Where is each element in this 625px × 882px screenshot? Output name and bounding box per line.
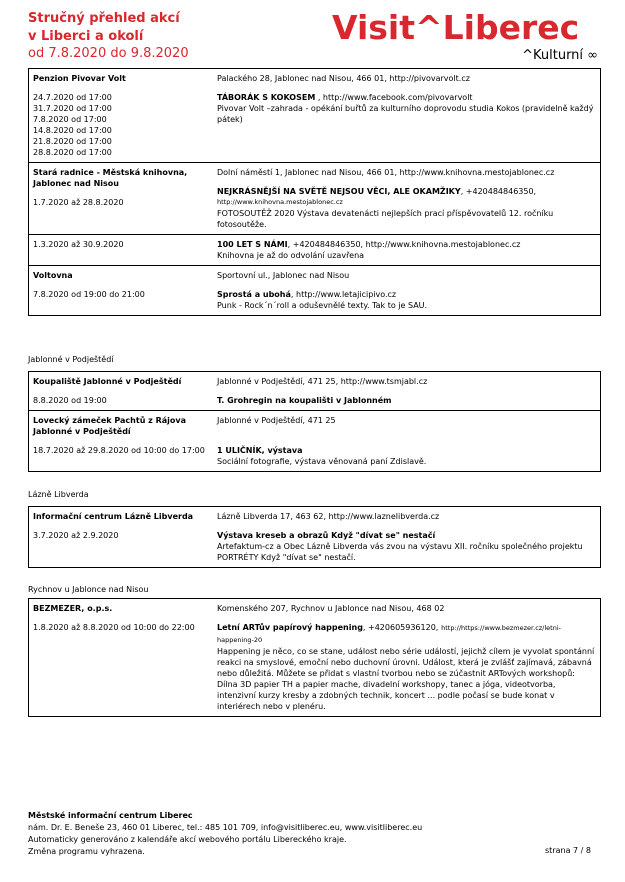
event-row bbox=[29, 234, 600, 265]
event-dates: 1.7.2020 až 28.8.2020 bbox=[33, 198, 124, 207]
event-contact: , +420605936120, bbox=[362, 623, 439, 632]
events-section-1 bbox=[28, 68, 601, 316]
venue-address: Sportovní ul., Jablonec nad Nisou bbox=[217, 271, 350, 280]
event-row bbox=[29, 507, 600, 567]
event-description: Happening je něco, co se stane, událost nebo série událostí, jejichž cílem je vyvolat spontánní reakci na smyslové, emoční nebo duchovní úrovni. Událost, která je zvlášť zajímavá, zábavná nebo důležitá. Můžete se přidat s vlastní tvorbou nebo se zúčastnit ARTových workshopů: Dílna 3D papier TH a papier mache, divadelní workshopy, tanec a jóga, videotvorba, intenzivní kurzy kresby a zdobných technik, koncert ... podle počasí se bude konat v interiérech nebo v plenéru. bbox=[217, 647, 595, 711]
footer-note-1: Automaticky generováno z kalendáře akcí webového portálu Libereckého kraje. bbox=[28, 835, 347, 844]
event-title: Sprostá a ubohá bbox=[217, 290, 291, 299]
venue-name: Koupaliště Jablonné v Podještědí bbox=[33, 377, 182, 386]
venue-name: Informační centrum Lázně Libverda bbox=[33, 512, 194, 521]
venue-name: Penzion Pivovar Volt bbox=[33, 74, 126, 83]
footer-address: nám. Dr. E. Beneše 23, 460 01 Liberec, tel.: 485 101 709, info@visitliberec.eu, www.visitliberec.eu bbox=[28, 823, 423, 832]
event-description: Knihovna je až do odvolání uzavřena bbox=[217, 251, 365, 260]
region-heading: Jablonné v Podještědí bbox=[28, 355, 114, 364]
logo-sub-text: ^Kulturní ∞ bbox=[522, 48, 598, 63]
event-description: Punk - Rock´n´roll a oduševnělé texty. Tak to je SAU. bbox=[217, 301, 428, 310]
event-row bbox=[29, 410, 600, 471]
footer-org: Městské informační centrum Liberec bbox=[28, 811, 193, 820]
visit-liberec-logo bbox=[332, 8, 604, 68]
page-footer bbox=[28, 810, 601, 858]
event-row bbox=[29, 265, 600, 315]
region-heading: Rychnov u Jablonce nad Nisou bbox=[28, 585, 149, 594]
events-section-4 bbox=[28, 598, 601, 717]
event-contact: , http://www.facebook.com/pivovarvolt bbox=[315, 93, 473, 102]
event-title: 100 LET S NÁMI bbox=[217, 240, 288, 249]
event-box bbox=[28, 506, 601, 568]
venue-address: Lázně Libverda 17, 463 62, http://www.laznelibverda.cz bbox=[217, 512, 440, 521]
page-title bbox=[28, 10, 180, 46]
venue-address: Palackého 28, Jablonec nad Nisou, 466 01, http://pivovarvolt.cz bbox=[217, 74, 470, 83]
event-box bbox=[28, 371, 601, 472]
venue-name: Voltovna bbox=[33, 271, 73, 280]
event-url: http://https://www.bezmezer.cz/letni-happening-20 bbox=[217, 624, 561, 644]
title-line-2: v Liberci a okolí bbox=[28, 29, 144, 44]
event-box bbox=[28, 162, 601, 316]
date-range: od 7.8.2020 do 9.8.2020 bbox=[28, 46, 189, 61]
region-heading: Lázně Libverda bbox=[28, 490, 89, 499]
venue-address: Jablonné v Podještědí, 471 25, http://www.tsmjabl.cz bbox=[217, 377, 428, 386]
event-row bbox=[29, 599, 600, 716]
venue-name: Stará radnice - Městská knihovna, Jablonec nad Nisou bbox=[33, 168, 188, 188]
event-contact: , +420484846350, bbox=[460, 187, 537, 196]
event-description: FOTOSOUTĚŽ 2020 Výstava devatenácti nejlepších prací příspěvovatelů 12. ročníku fotosoutěže. bbox=[217, 209, 554, 229]
event-dates: 24.7.2020 od 17:00 31.7.2020 od 17:00 7.8.2020 od 17:00 14.8.2020 od 17:00 21.8.2020 od 17:00 28.8.2020 od 17:00 bbox=[33, 93, 112, 157]
event-contact: , +420484846350, http://www.knihovna.mestojablonec.cz bbox=[287, 240, 521, 249]
event-contact: , http://www.letajicipivo.cz bbox=[290, 290, 397, 299]
event-dates: 7.8.2020 od 19:00 do 21:00 bbox=[33, 290, 145, 299]
page-number: strana 7 / 8 bbox=[545, 846, 591, 855]
event-url: http://www.knihovna.mestojablonec.cz bbox=[217, 198, 343, 206]
events-section-3 bbox=[28, 506, 601, 568]
event-title: Výstava kreseb a obrazů Když "dívat se" nestačí bbox=[217, 531, 436, 540]
venue-address: Komenského 207, Rychnov u Jablonce nad Nisou, 468 02 bbox=[217, 604, 445, 613]
venue-address: Dolní náměstí 1, Jablonec nad Nisou, 466 01, http://www.knihovna.mestojablonec.cz bbox=[217, 168, 555, 177]
event-title: NEJKRÁSNĚJŠÍ NA SVĚTĚ NEJSOU VĚCI, ALE OKAMŽIKY bbox=[217, 187, 461, 196]
event-title: Letní ARTův papírový happening bbox=[217, 623, 363, 632]
event-description: Artefaktum-cz a Obec Lázně Libverda vás zvou na výstavu XII. ročníku společného projektu PORTRÉTY Když "dívat se" nestačí. bbox=[217, 542, 583, 562]
event-dates: 8.8.2020 od 19:00 bbox=[33, 396, 107, 405]
event-description: Sociální fotografie, výstava věnovaná paní Zdislavě. bbox=[217, 457, 427, 466]
event-dates: 18.7.2020 až 29.8.2020 od 10:00 do 17:00 bbox=[33, 446, 205, 455]
event-title: T. Grohregin na koupališti v Jablonném bbox=[217, 396, 392, 405]
footer-note-2: Změna programu vyhrazena. bbox=[28, 847, 145, 856]
event-row bbox=[29, 163, 600, 234]
events-section-2 bbox=[28, 371, 601, 472]
venue-name: Lovecký zámeček Pachtů z Rájova Jablonné v Podještědí bbox=[33, 416, 187, 436]
event-row bbox=[29, 69, 600, 162]
event-dates: 1.8.2020 až 8.8.2020 od 10:00 do 22:00 bbox=[33, 623, 195, 632]
event-dates: 3.7.2020 až 2.9.2020 bbox=[33, 531, 119, 540]
venue-address: Jablonné v Podještědí, 471 25 bbox=[217, 416, 336, 425]
event-dates: 1.3.2020 až 30.9.2020 bbox=[33, 240, 124, 249]
event-title: TÁBORÁK S KOKOSEM bbox=[217, 93, 316, 102]
event-box bbox=[28, 68, 601, 163]
venue-name: BEZMEZER, o.p.s. bbox=[33, 604, 113, 613]
event-box bbox=[28, 598, 601, 717]
logo-main-text: Visit^Liberec bbox=[332, 8, 580, 47]
event-row bbox=[29, 372, 600, 410]
title-line-1: Stručný přehled akcí bbox=[28, 11, 180, 26]
event-description: Pivovar Volt –zahrada - opékání buřtů za kulturního doprovodu studia Kokos (pravidelně každý pátek) bbox=[217, 104, 594, 124]
event-title: 1 ULIČNÍK, výstava bbox=[217, 446, 303, 455]
